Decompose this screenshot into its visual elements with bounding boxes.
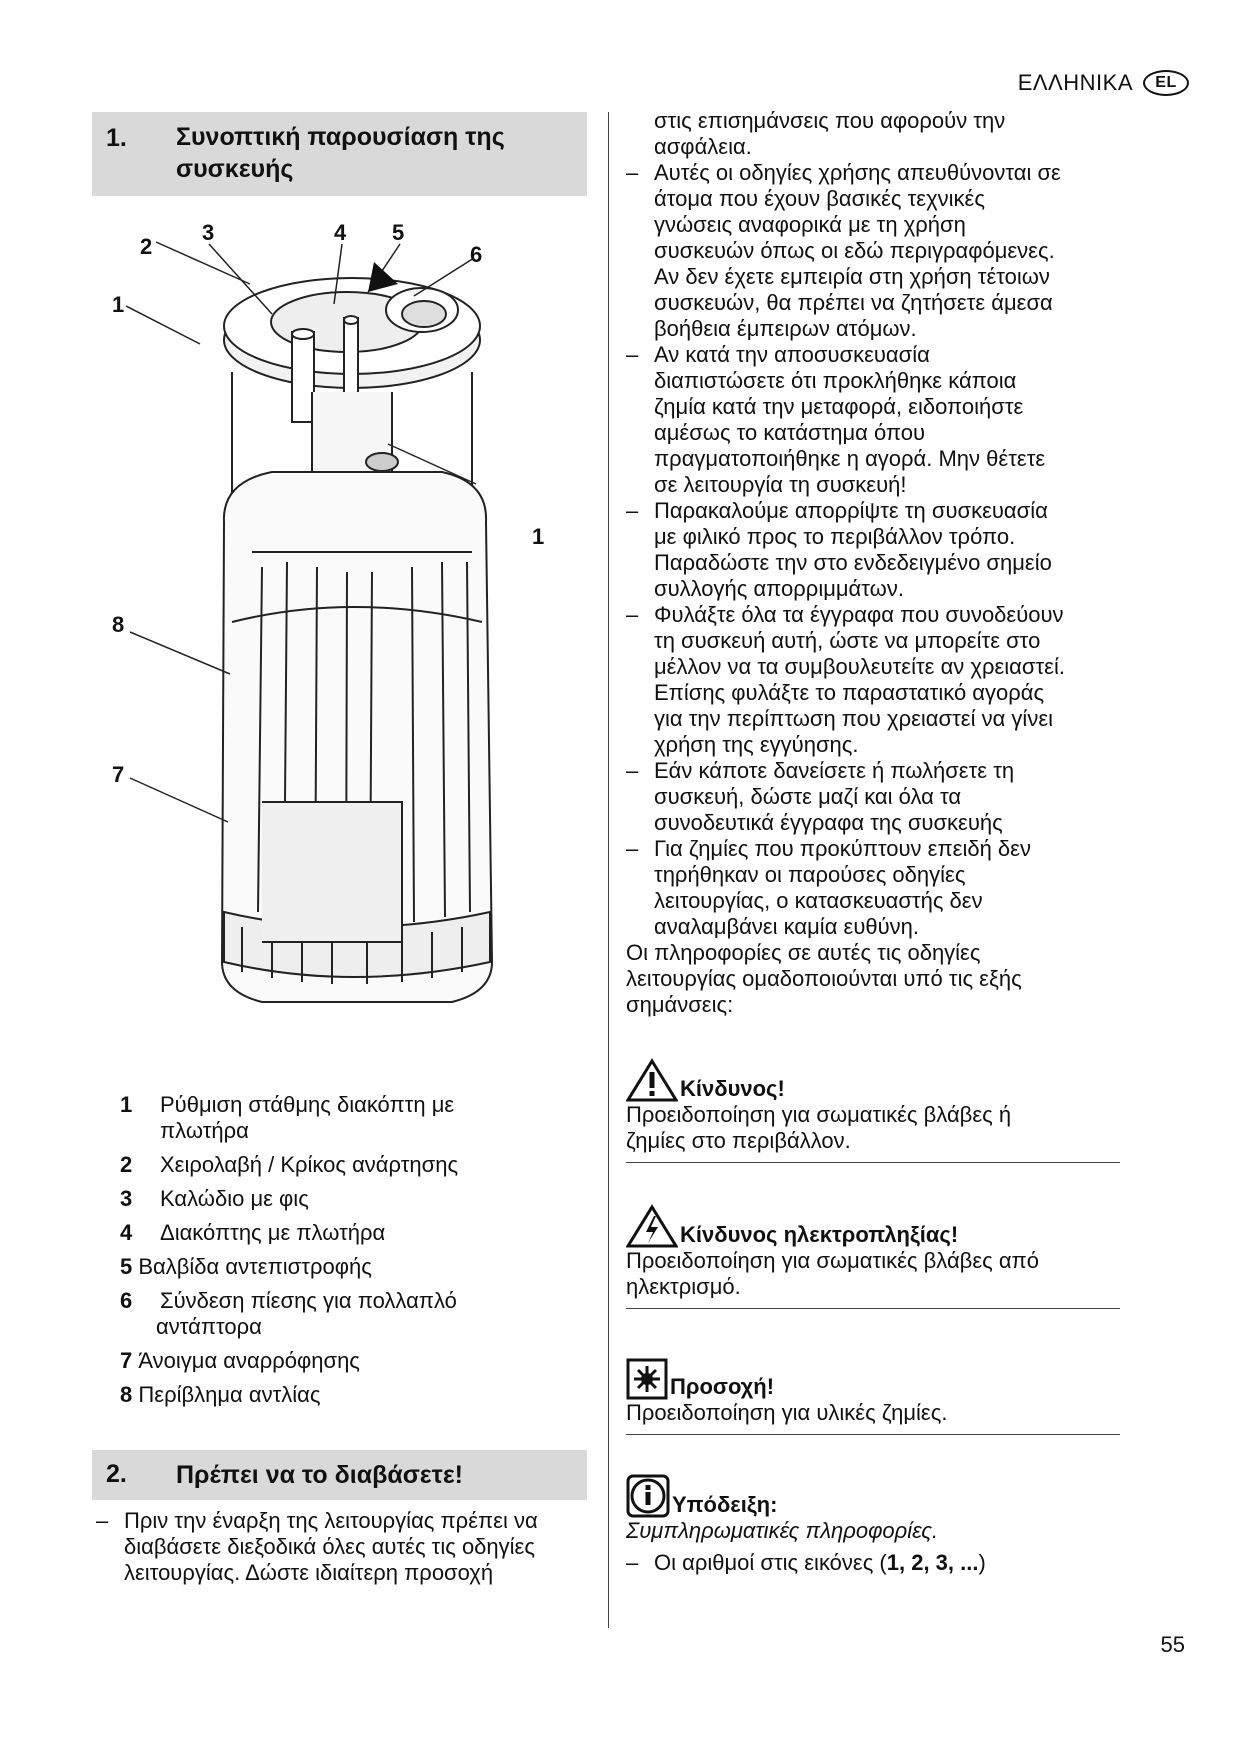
callout-8: 8 [112, 612, 125, 637]
parts-legend [120, 1092, 560, 1416]
section-2-heading [92, 1450, 587, 1500]
notice-rule [626, 1162, 1120, 1163]
notice-caution: Προσοχή! Προειδοποίηση για υλικές ζημίες. [626, 1358, 1120, 1435]
list-item: – Αν κατά την αποσυσκευασία διαπιστώσετε ότι προκλήθηκε κάποια ζημία κατά την μεταφορά, ειδοποιήστε αμέσως το κατάστημα όπου πραγματοποιήθηκε η αγορά. Μην θέτετε σε λειτουργία τη συσκευή! [626, 342, 1126, 498]
notice-title: Προσοχή! [670, 1374, 775, 1399]
callout-2: 2 [140, 234, 153, 259]
page-number: 55 [1160, 1632, 1185, 1657]
section-1-title-line1: Συνοπτική παρουσίαση της [176, 123, 505, 151]
callout-5: 5 [392, 222, 405, 245]
legend-item: 2 Χειρολαβή / Κρίκος ανάρτησης [120, 1152, 459, 1177]
notice-title: Υπόδειξη: [672, 1492, 778, 1517]
intro-paragraph: – Πριν την έναρξη της λειτουργίας πρέπει να διαβάσετε διεξοδικά όλες αυτές τις οδηγίες λειτουργίας. Δώστε ιδιαίτερη προσοχή [96, 1508, 586, 1586]
callout-4: 4 [334, 222, 347, 245]
info-icon [626, 1474, 670, 1518]
caution-icon [626, 1358, 668, 1400]
legend-item: 3 Καλώδιο με φις [120, 1186, 309, 1211]
legend-item: 4 Διακόπτης με πλωτήρα [120, 1220, 386, 1245]
legend-item: 7 Άνοιγμα αναρρόφησης [120, 1348, 360, 1373]
list-item: – Για ζημίες που προκύπτουν επειδή δεν τηρήθηκαν οι παρούσες οδηγίες λειτουργίας, ο κατασκευαστής δεν αναλαμβάνει καμία ευθύνη. [626, 836, 1126, 940]
electric-warning-icon [626, 1204, 678, 1248]
list-item: – Εάν κάποτε δανείσετε ή πωλήσετε τη συσκευή, δώστε μαζί και όλα τα συνοδευτικά έγγραφα της συσκευής [626, 758, 1126, 836]
notice-rule [626, 1434, 1120, 1435]
notice-title: Κίνδυνος ηλεκτροπληξίας! [680, 1222, 959, 1247]
list-item: – Παρακαλούμε απορρίψτε τη συσκευασία με φιλικό προς το περιβάλλον τρόπο. Παραδώστε την στο ενδεδειγμένο σημείο συλλογής απορριμμάτων. [626, 498, 1126, 602]
pump-illustration [112, 222, 572, 1078]
callout-1-right: 1 [532, 524, 545, 549]
right-column-text: στις επισημάνσεις που αφορούν την ασφάλεια. – Αυτές οι οδηγίες χρήσης απευθύνονται σε άτομα που έχουν βασικές τεχνικές γνώσεις αναφορικά με τη χρήση συσκευών όπως οι εδώ περιγραφόμενες. Αν δεν έχετε εμπειρία στη χρήση τέτοιων συσκευών, θα πρέπει να ζητήσετε άμεσα βοήθεια έμπειρων ατόμων. – Αν κατά την αποσυσκευασία διαπιστώσετε ότι προκλήθηκε κάποια ζημία κατά την μεταφορά, ειδοποιήστε αμέσως το κατάστημα όπου πραγματοποιήθηκε η αγορά. Μην θέτετε σε λειτουργία τη συσκευή! – Παρακαλούμε απορρίψτε τη συσκευασία με φιλικό προς το περιβάλλον τρόπο. Παραδώστε την στο ενδεδειγμένο σημείο συλλογής απορριμμάτων. – Φυλάξτε όλα τα έγγραφα που συνοδεύουν τη συσκευή αυτή, ώστε να μπορείτε στο μέλλον να τα συμβουλευτείτε αν χρειαστεί. Επίσης φυλάξτε το παραστατικό αγοράς για την περίπτωση που χρειαστεί να γίνει χρήση της εγγύησης. – Εάν κάποτε δανείσετε ή πωλήσετε τη συσκευή, δώστε μαζί και όλα τα συνοδευτικά έγγραφα της συσκευής – Για ζημίες που προκύπτουν επειδή δεν τηρήθηκαν οι παρούσες οδηγίες λειτουργίας, ο κατασκευαστής δεν αναλαμβάνει καμία ευθύνη. Οι πληροφορίες σε αυτές τις οδηγίες λειτουργίας ομαδοποιούνται υπό τις εξής σημάνσεις: [626, 108, 1126, 1018]
legend-item: 1 Ρύθμιση στάθμης διακόπτη με πλωτήρα [120, 1092, 455, 1143]
callout-3: 3 [202, 222, 215, 245]
legend-item: 6 Σύνδεση πίεσης για πολλαπλό αντάπτορα [120, 1288, 457, 1339]
language-label: ΕΛΛΗΝΙΚΑ [1017, 70, 1133, 95]
notice-title: Κίνδυνος! [680, 1076, 785, 1101]
notice-danger: Κίνδυνος! Προειδοποίηση για σωματικές βλάβες ή ζημίες στο περιβάλλον. [626, 1058, 1120, 1163]
callout-6: 6 [470, 242, 483, 267]
notice-info: Υπόδειξη: Συμπληρωματικές πληροφορίες. – Οι αριθμοί στις εικόνες (1, 2, 3, ...) [626, 1474, 1120, 1576]
section-2-number: 2. [106, 1460, 127, 1488]
legend-item: 8 Περίβλημα αντλίας [120, 1382, 321, 1407]
notice-rule [626, 1308, 1120, 1309]
language-header [1018, 70, 1189, 96]
callout-1-top: 1 [112, 292, 125, 317]
legend-item: 5 Βαλβίδα αντεπιστροφής [120, 1254, 372, 1279]
section-1-number: 1. [106, 124, 127, 152]
list-item: – Αυτές οι οδηγίες χρήσης απευθύνονται σε άτομα που έχουν βασικές τεχνικές γνώσεις αναφορικά με τη χρήση συσκευών όπως οι εδώ περιγραφόμενες. Αν δεν έχετε εμπειρία στη χρήση τέτοιων συσκευών, θα πρέπει να ζητήσετε άμεσα βοήθεια έμπειρων ατόμων. [626, 160, 1126, 342]
after-text: Οι πληροφορίες σε αυτές τις οδηγίες λειτουργίας ομαδοποιούνται υπό τις εξής σημάνσεις: [626, 940, 1022, 1017]
list-item: – Φυλάξτε όλα τα έγγραφα που συνοδεύουν τη συσκευή αυτή, ώστε να μπορείτε στο μέλλον να τα συμβουλευτείτε αν χρειαστεί. Επίσης φυλάξτε το παραστατικό αγοράς για την περίπτωση που χρειαστεί να γίνει χρήση της εγγύησης. [626, 602, 1126, 758]
section-1-title-line2: συσκευής [176, 155, 294, 183]
list-item: – Οι αριθμοί στις εικόνες (1, 2, 3, ...) [626, 1550, 1120, 1576]
language-badge: EL [1143, 70, 1189, 96]
section-2-title: Πρέπει να το διαβάσετε! [176, 1461, 464, 1489]
warning-icon [626, 1058, 678, 1102]
notice-electric: Κίνδυνος ηλεκτροπληξίας! Προειδοποίηση για σωματικές βλάβες από ηλεκτρισμό. [626, 1204, 1120, 1309]
callout-7: 7 [112, 762, 125, 787]
section-1-heading [92, 112, 587, 196]
column-divider [608, 112, 609, 1628]
